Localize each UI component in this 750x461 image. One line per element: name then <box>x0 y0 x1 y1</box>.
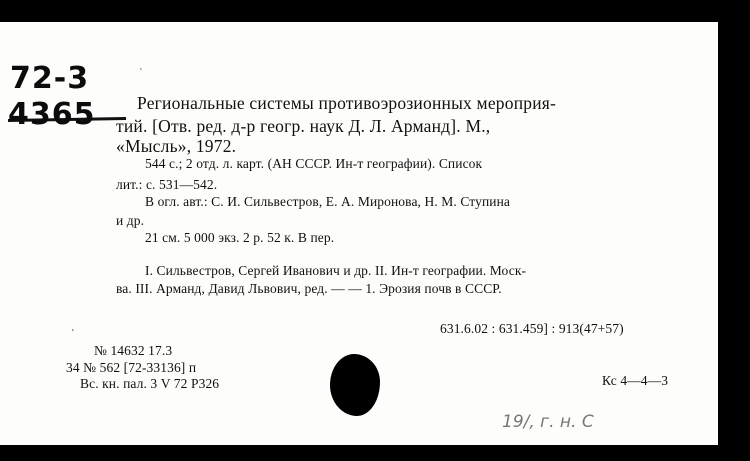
entry-line-9: I. Сильвестров, Сергей Иванович и др. II. Ин-т географии. Моск- <box>145 263 527 278</box>
call-number-top: 72-3 <box>10 61 90 96</box>
code-right: Кс 4—4—3 <box>602 373 669 388</box>
entry-line-6: В огл. авт.: С. И. Сильвестров, Е. А. Миронова, Н. М. Ступина <box>145 194 511 209</box>
entry-line-3: «Мысль», 1972. <box>116 136 237 156</box>
entry-line-2: тий. [Отв. ред. д-р геогр. наук Д. Л. Арманд]. М., <box>116 116 491 136</box>
call-number-bottom: 4365 <box>8 97 96 132</box>
stray-mark-2: ' <box>72 328 74 339</box>
stray-mark: ' <box>140 67 142 78</box>
entry-line-4: 544 с.; 2 отд. л. карт. (АН СССР. Ин-т географии). Список <box>145 156 483 171</box>
pencil-note: 19/, г. н. С <box>502 412 594 432</box>
catalog-card <box>0 22 724 445</box>
entry-line-7: и др. <box>116 213 145 228</box>
entry-line-10: ва. III. Арманд, Давид Львович, ред. — — 1. Эрозия почв в СССР. <box>116 281 502 296</box>
registry-line-3: Вс. кн. пал. 3 V 72 Р326 <box>80 376 220 391</box>
ink-stamp-blot <box>330 354 380 416</box>
udc-classification: 631.6.02 : 631.459] : 913(47+57) <box>440 321 624 336</box>
registry-line-1: № 14632 17.3 <box>94 343 173 358</box>
entry-line-8: 21 см. 5 000 экз. 2 р. 52 к. В пер. <box>145 230 335 245</box>
entry-line-5: лит.: с. 531—542. <box>116 177 218 192</box>
registry-line-2: 34 № 562 [72-33136] п <box>66 360 197 375</box>
entry-line-1-title: Региональные системы противоэрозионных мероприя- <box>137 93 557 113</box>
